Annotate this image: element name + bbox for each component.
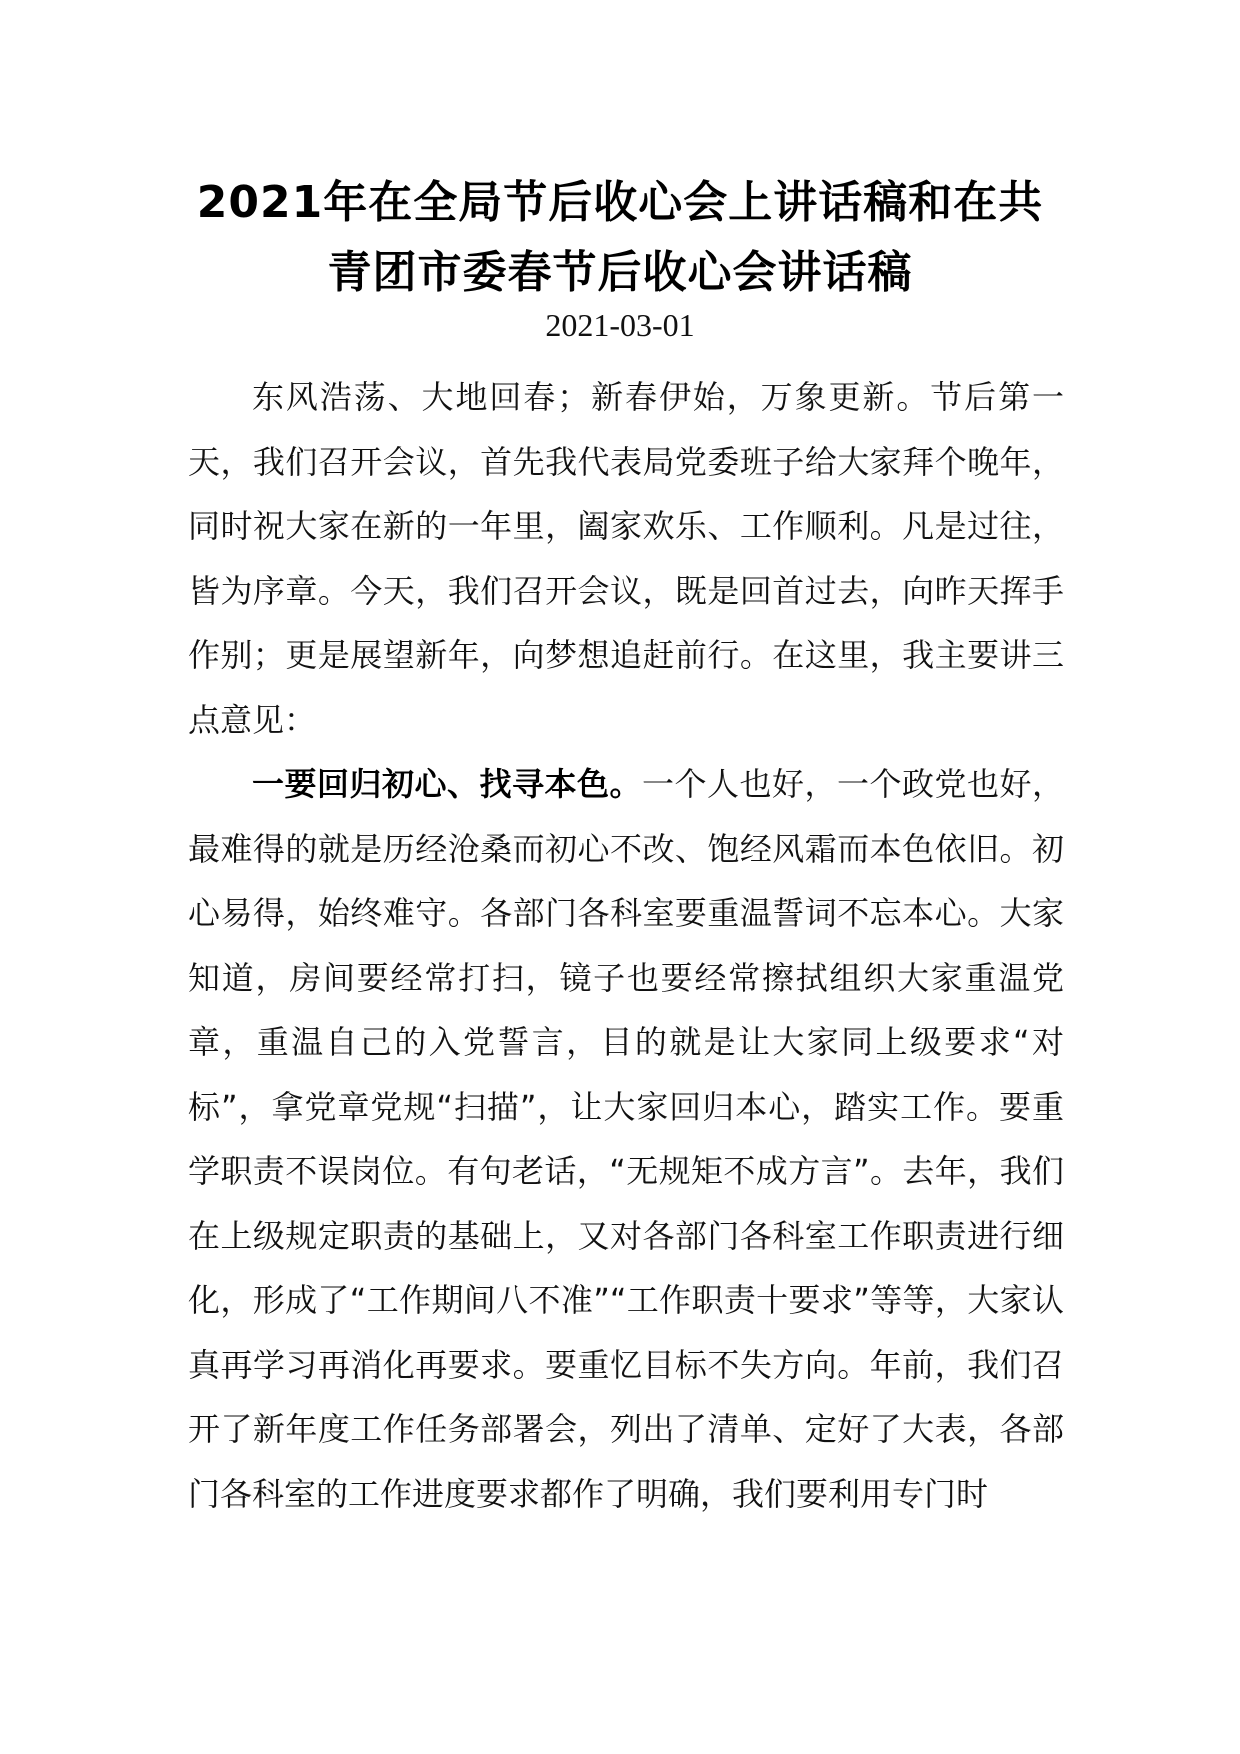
paragraph-2-text: 一个人也好，一个政党也好，最难得的就是历经沧桑而初心不改、饱经风霜而本色依旧。初心易得，始终难守。各部门各科室要重温誓词不忘本心。大家知道，房间要经常打扫，镜子也要经常擦拭组织大家重温党章，重温自己的入党誓言，目的就是让大家同上级要求“对标”，拿党章党规“扫描”，让大家回归本心，踏实工作。要重学职责不误岗位。有句老话，“无规矩不成方言”。去年，我们在上级规定职责的基础上，又对各部门各科室工作职责进行细化，形成了“工作期间八不准”“工作职责十要求”等等，大家认真再学习再消化再要求。要重忆目标不失方向。年前，我们召开了新年度工作任务部署会，列出了清单、定好了大表，各部门各科室的工作进度要求都作了明确，我们要利用专门时 (188, 765, 1064, 1513)
title-line-1: 2021年在全局节后收心会上讲话稿和在共 (196, 177, 1044, 228)
document-date: 2021-03-01 (545, 307, 695, 343)
paragraph-2 (188, 752, 1064, 1526)
title-line-2: 青团市委春节后收心会讲话稿 (327, 247, 913, 298)
paragraph-1-text: 东风浩荡、大地回春；新春伊始，万象更新。节后第一天，我们召开会议，首先我代表局党委班子给大家拜个晚年，同时祝大家在新的一年里，阖家欢乐、工作顺利。凡是过往，皆为序章。今天，我们召开会议，既是回首过去，向昨天挥手作别；更是展望新年，向梦想追赶前行。在这里，我主要讲三点意见： (188, 378, 1064, 739)
paragraph-2-lead: 一要回归初心、找寻本色。 (252, 765, 642, 803)
paragraph-1 (188, 365, 1064, 752)
document-body (188, 365, 1064, 1526)
document-title (150, 168, 1090, 308)
